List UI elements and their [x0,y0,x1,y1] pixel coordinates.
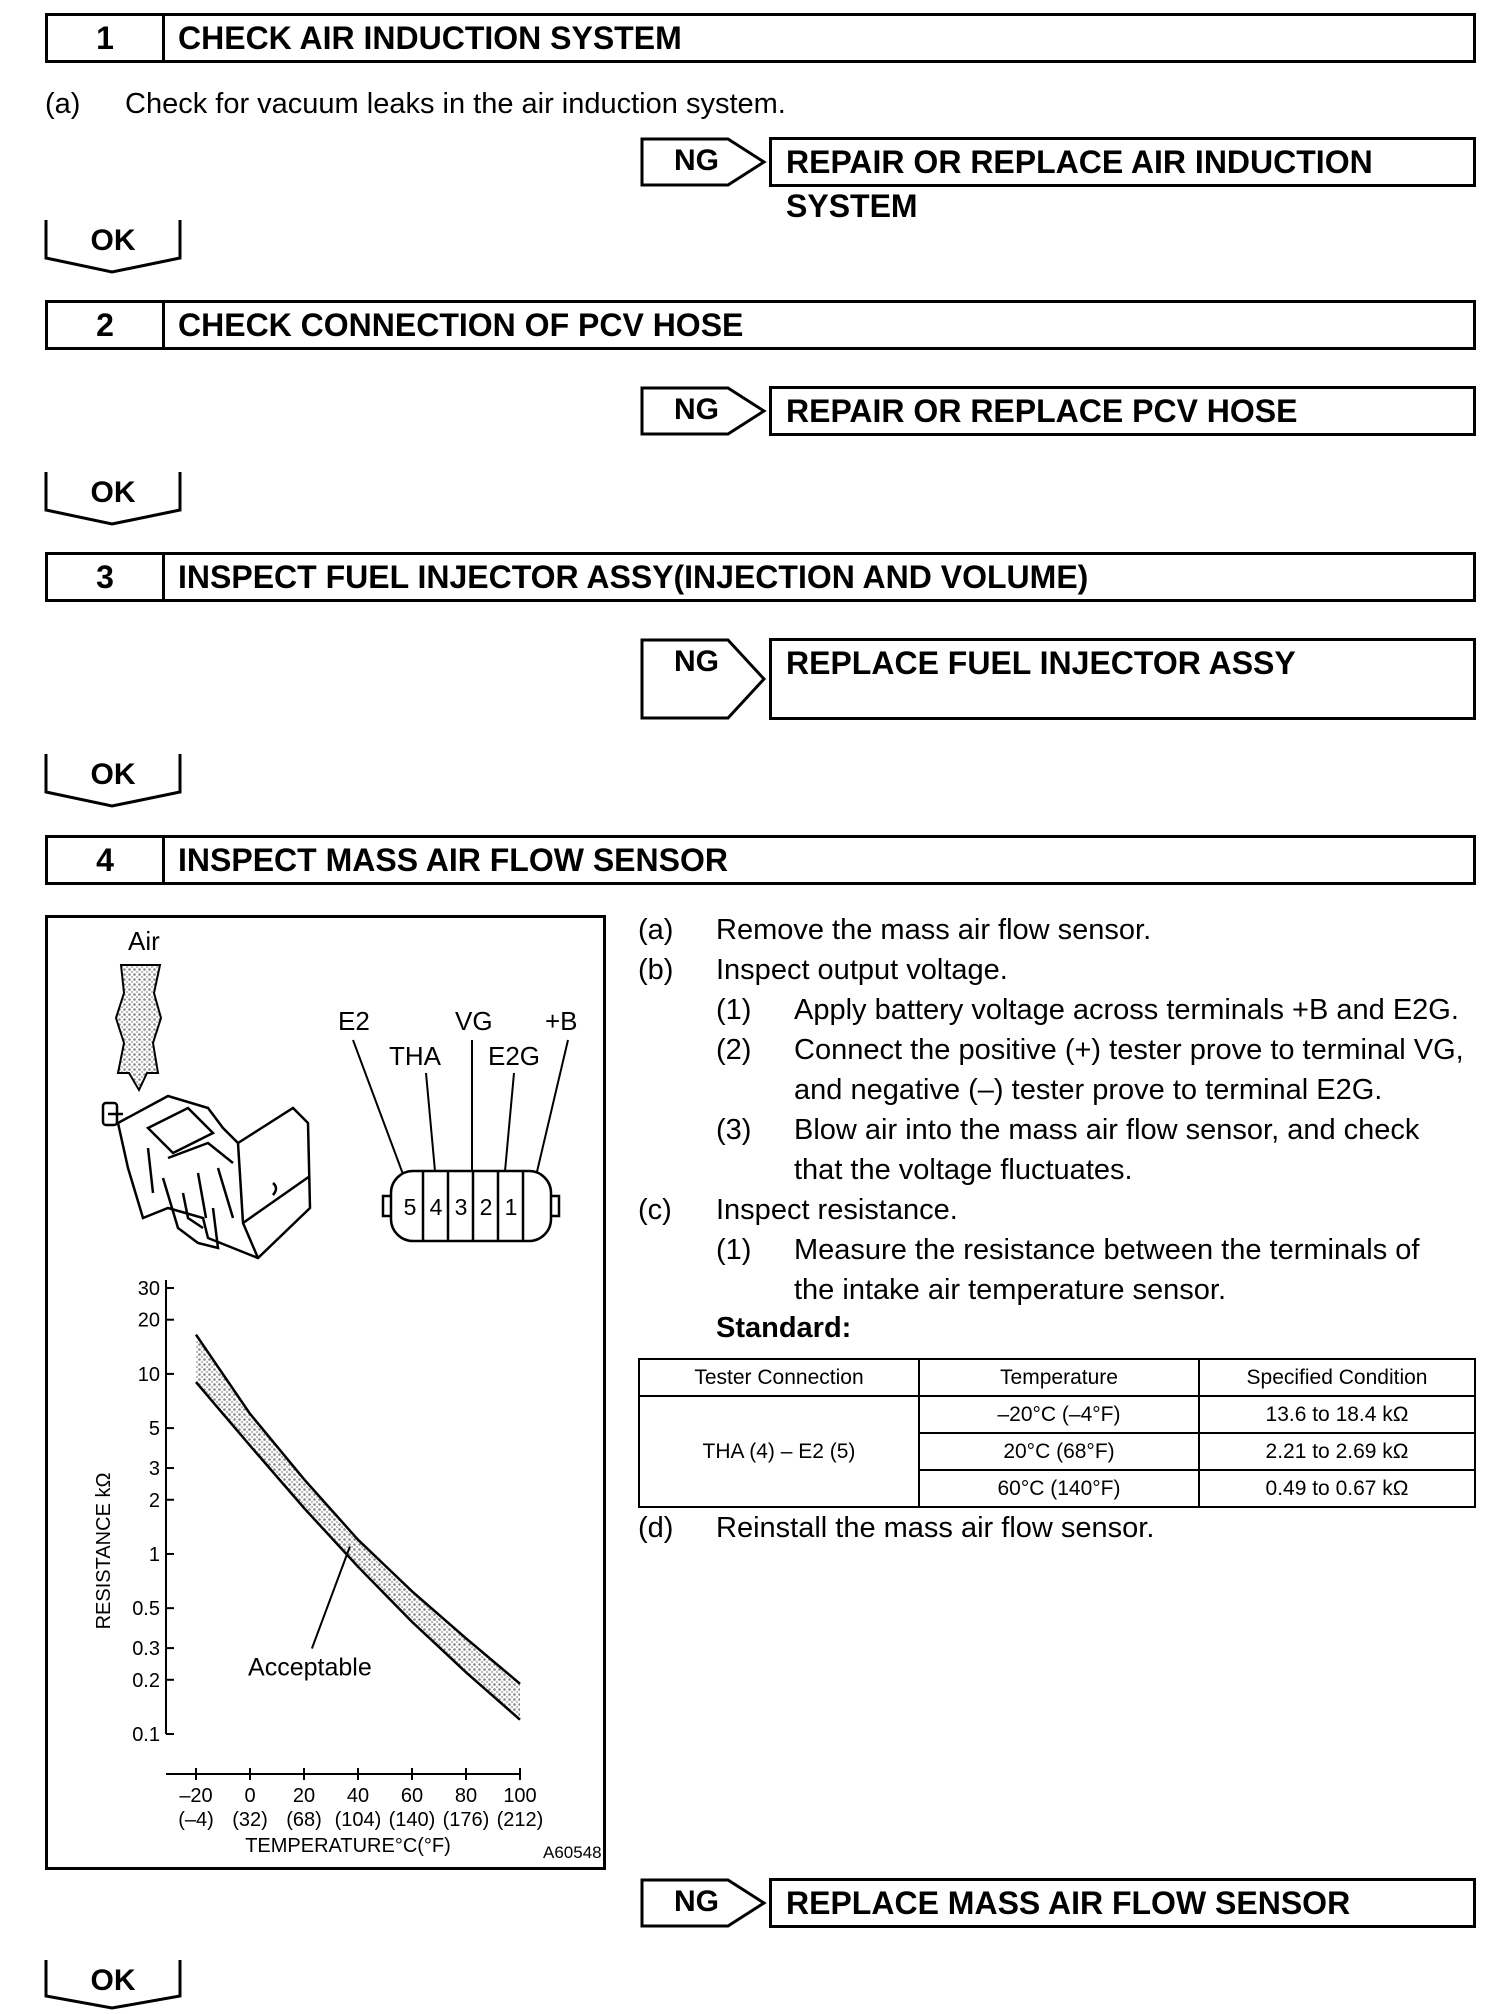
y-tick-label: 3 [148,1458,160,1481]
standard-label: Standard: [716,1312,852,1344]
series-line-0 [196,1335,520,1684]
x-tick-label: 100 [503,1785,537,1807]
step-number: 4 [48,838,165,882]
standard-table [638,1358,1476,1508]
airflow-arrow-icon [116,965,161,1090]
ng-label: NG [674,393,719,426]
step-title: INSPECT FUEL INJECTOR ASSY(INJECTION AND VOLUME) [178,558,1089,595]
x-tick-label: 20 [292,1785,316,1807]
step-title: CHECK AIR INDUCTION SYSTEM [178,19,682,56]
y-tick-label: 2 [148,1489,160,1512]
table-cell-connection: THA (4) – E2 (5) [639,1396,919,1507]
step-1-header [45,13,1476,63]
ng-action: REPAIR OR REPLACE PCV HOSE [769,386,1476,436]
ng-action: REPAIR OR REPLACE AIR INDUCTION SYSTEM [769,137,1476,187]
ng-branch-2 [640,386,1476,436]
step-2-header [45,300,1476,350]
step-number: 3 [48,555,165,599]
table-cell: –20°C (–4°F) [919,1396,1199,1433]
ok-branch-3 [44,752,182,808]
step-title: INSPECT MASS AIR FLOW SENSOR [178,841,728,878]
table-cell: 60°C (140°F) [919,1470,1199,1507]
table-cell: 2.21 to 2.69 kΩ [1199,1433,1475,1470]
x-tick-label-f: (104) [334,1809,382,1831]
item-text: Inspect resistance. [716,1194,958,1226]
item-text: and negative (–) tester prove to terminal E2G. [794,1074,1383,1106]
figure-panel [45,915,606,1870]
y-tick-label: 0.1 [132,1724,160,1746]
pin-3: 3 [454,1194,468,1220]
y-tick-label: 0.5 [132,1598,160,1621]
ng-branch-4 [640,1878,1476,1928]
item-text: Remove the mass air flow sensor. [716,914,1152,946]
pin-5: 5 [403,1194,417,1220]
step-title: CHECK CONNECTION OF PCV HOSE [178,306,744,343]
item-label: (c) [638,1194,672,1226]
ok-label: OK [90,1964,136,1997]
ok-label: OK [90,224,136,257]
table-header: Specified Condition [1199,1359,1475,1396]
item-text: Reinstall the mass air flow sensor. [716,1512,1155,1544]
air-label: Air [128,926,160,956]
item-text: Connect the positive (+) tester prove to terminal VG, [794,1034,1464,1066]
figure-code: A60548 [543,1843,602,1862]
step-4-header [45,835,1476,885]
table-row [639,1396,1475,1433]
item-label: (b) [638,954,674,986]
terminal-label-tha: THA [389,1041,441,1071]
y-tick-label: 20 [137,1309,160,1332]
y-tick-label: 1 [148,1543,160,1566]
x-tick-label: 40 [346,1785,370,1807]
x-tick-label: –20 [179,1785,213,1807]
step-1-item-text: Check for vacuum leaks in the air induction system. [125,88,786,120]
item-text: that the voltage fluctuates. [794,1154,1133,1186]
figure-drawing [48,918,603,1867]
ng-action: REPLACE FUEL INJECTOR ASSY [769,638,1476,720]
resistance-temperature-chart [93,1278,543,1857]
y-tick-label: 10 [137,1363,160,1386]
ng-label: NG [674,645,719,678]
mass-air-flow-sensor-illustration [103,1096,310,1258]
annotation-leader [312,1546,350,1648]
x-tick-label: 0 [244,1785,256,1807]
ng-branch-3 [640,638,1476,720]
x-tick-label-f: (68) [286,1809,322,1831]
pin-4: 4 [429,1194,443,1220]
step-number: 1 [48,16,165,60]
item-text: Apply battery voltage across terminals +B and E2G. [794,994,1459,1026]
x-tick-label: 60 [400,1785,424,1807]
ok-branch-1 [44,218,182,274]
y-tick-label: 0.3 [132,1638,160,1661]
y-tick-label: 0.2 [132,1669,160,1692]
x-tick-label-f: (–4) [178,1809,214,1831]
x-tick-label-f: (140) [388,1809,436,1831]
annotation-acceptable: Acceptable [248,1653,372,1682]
terminal-label-b: +B [545,1006,578,1036]
step-1-item-label: (a) [45,88,81,120]
x-tick-label-f: (32) [232,1809,268,1831]
terminal-label-e2g: E2G [488,1041,541,1071]
item-text: Inspect output voltage. [716,954,1008,986]
x-tick-label: 80 [454,1785,478,1807]
terminal-label-vg: VG [455,1006,493,1036]
item-text: the intake air temperature sensor. [794,1274,1227,1306]
item-text: Measure the resistance between the terminals of [794,1234,1420,1266]
ng-label: NG [674,1885,719,1918]
ok-label: OK [90,476,136,509]
pin-1: 1 [504,1194,518,1220]
pin-2: 2 [479,1194,493,1220]
y-tick-label: 5 [148,1418,160,1441]
item-label: (a) [638,914,674,946]
step-number: 2 [48,303,165,347]
table-header: Temperature [919,1359,1199,1396]
table-header: Tester Connection [639,1359,919,1396]
item-text: Blow air into the mass air flow sensor, and check [794,1114,1420,1146]
table-cell: 13.6 to 18.4 kΩ [1199,1396,1475,1433]
table-header-row [639,1359,1475,1396]
item-label: (d) [638,1512,674,1544]
terminal-label-e2: E2 [338,1006,370,1036]
y-axis-label: RESISTANCE kΩ [93,1472,115,1630]
table-cell: 0.49 to 0.67 kΩ [1199,1470,1475,1507]
item-label: (1) [716,994,752,1026]
x-tick-label-f: (212) [496,1809,544,1831]
x-axis-label: TEMPERATURE°C(°F) [245,1835,451,1857]
ok-branch-4 [44,1958,182,2014]
table-cell: 20°C (68°F) [919,1433,1199,1470]
x-tick-label-f: (176) [442,1809,490,1831]
ok-label: OK [90,758,136,791]
item-label: (2) [716,1034,752,1066]
ng-branch-1 [640,137,1476,224]
item-label: (1) [716,1234,752,1266]
ng-action: REPLACE MASS AIR FLOW SENSOR [769,1878,1476,1928]
step-3-header [45,552,1476,602]
ok-branch-2 [44,470,182,526]
ng-label: NG [674,144,719,177]
y-tick-label: 30 [137,1278,160,1300]
item-label: (3) [716,1114,752,1146]
